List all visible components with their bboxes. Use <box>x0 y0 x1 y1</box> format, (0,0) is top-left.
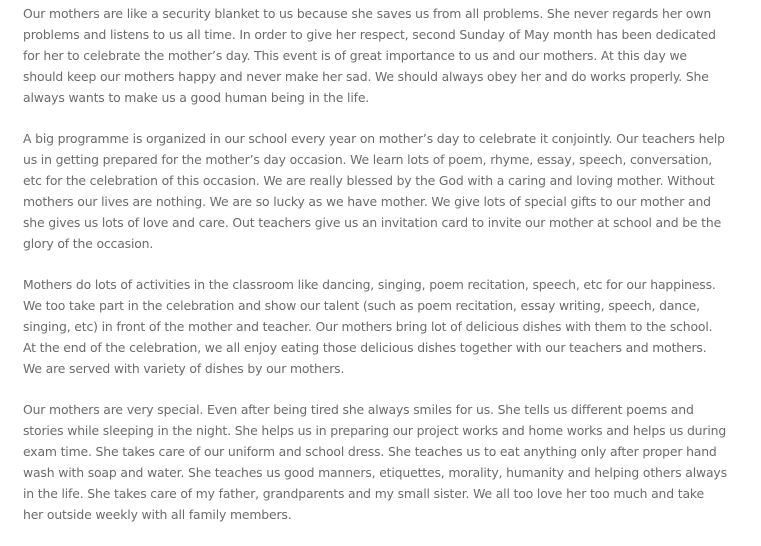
paragraph-2: A big programme is organized in our school every year on mother’s day to celebrate it conjointly. Our teachers help us in getting prepared for the mother’s day occasion. We learn lots of poem, rhyme, essay, speech, conversation, etc for the celebration of this occasion. We are really blessed by the God with a caring and loving mother. Without mothers our lives are nothing. We are so lucky as we have mother. We give lots of special gifts to our mother and she gives us lots of love and care. Out teachers give us an invitation card to invite our mother at school and be the glory of the occasion. <box>23 131 725 251</box>
paragraph-3: Mothers do lots of activities in the classroom like dancing, singing, poem recitation, speech, etc for our happiness. We too take part in the celebration and show our talent (such as poem recitation, essay writing, speech, dance, singing, etc) in front of the mother and teacher. Our mothers bring lot of delicious dishes with them to the school. At the end of the celebration, we all enjoy eating those delicious dishes together with our teachers and mothers. We are served with variety of dishes by our mothers. <box>23 277 716 376</box>
article-body <box>23 3 727 545</box>
paragraph-4: Our mothers are very special. Even after being tired she always smiles for us. She tells us different poems and stories while sleeping in the night. She helps us in preparing our project works and home works and helps us during exam time. She takes care of our uniform and school dress. She teaches us to eat anything only after proper hand wash with soap and water. She teaches us good manners, etiquettes, morality, humanity and helping others always in the life. She takes care of my father, grandparents and my small sister. We all too love her too much and take her outside weekly with all family members. <box>23 402 727 522</box>
paragraph-1: Our mothers are like a security blanket to us because she saves us from all problems. She never regards her own problems and listens to us all time. In order to give her respect, second Sunday of May month has been dedicated for her to celebrate the mother’s day. This event is of great importance to us and our mothers. At this day we should keep our mothers happy and never make her sad. We should always obey her and do works properly. She always wants to make us a good human being in the life. <box>23 6 716 105</box>
